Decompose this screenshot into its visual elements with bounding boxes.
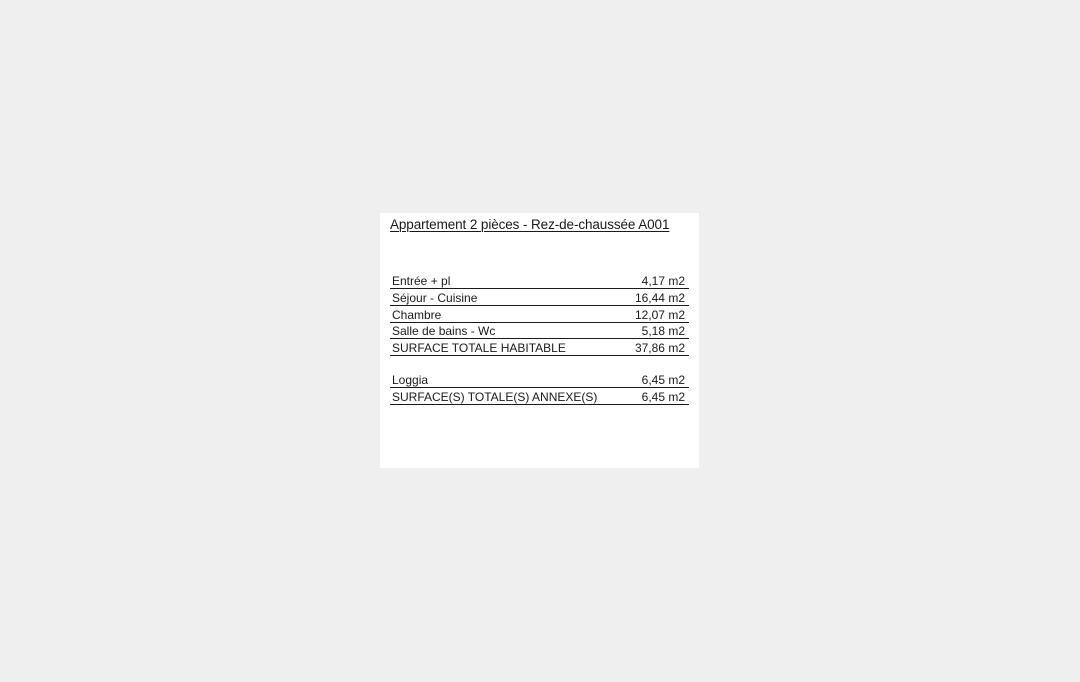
annexes-table (390, 372, 689, 406)
total-row (390, 340, 689, 356)
row-value: 5,18 m2 (641, 324, 685, 339)
surface-sheet (380, 213, 699, 468)
row-label: Entrée + pl (392, 274, 451, 288)
row-label: Séjour - Cuisine (392, 290, 478, 305)
total-label: SURFACE(S) TOTALE(S) ANNEXE(S) (392, 389, 598, 404)
row-label: Loggia (392, 373, 429, 387)
total-label: SURFACE TOTALE HABITABLE (392, 341, 566, 356)
table-row (390, 273, 689, 289)
total-row (390, 389, 689, 405)
row-label: Chambre (392, 307, 442, 322)
row-value: 6,45 m2 (641, 373, 685, 387)
table-row (390, 290, 689, 306)
rooms-table (390, 273, 689, 357)
total-value: 6,45 m2 (641, 389, 685, 404)
table-row (390, 372, 689, 388)
page-title: Appartement 2 pièces - Rez-de-chaussée A001 (390, 217, 670, 232)
row-value: 16,44 m2 (634, 290, 685, 305)
row-label: Salle de bains - Wc (392, 324, 496, 339)
row-value: 4,17 m2 (641, 274, 685, 288)
table-row (390, 323, 689, 339)
total-value: 37,86 m2 (634, 341, 685, 356)
row-value: 12,07 m2 (634, 307, 685, 322)
table-row (390, 307, 689, 323)
